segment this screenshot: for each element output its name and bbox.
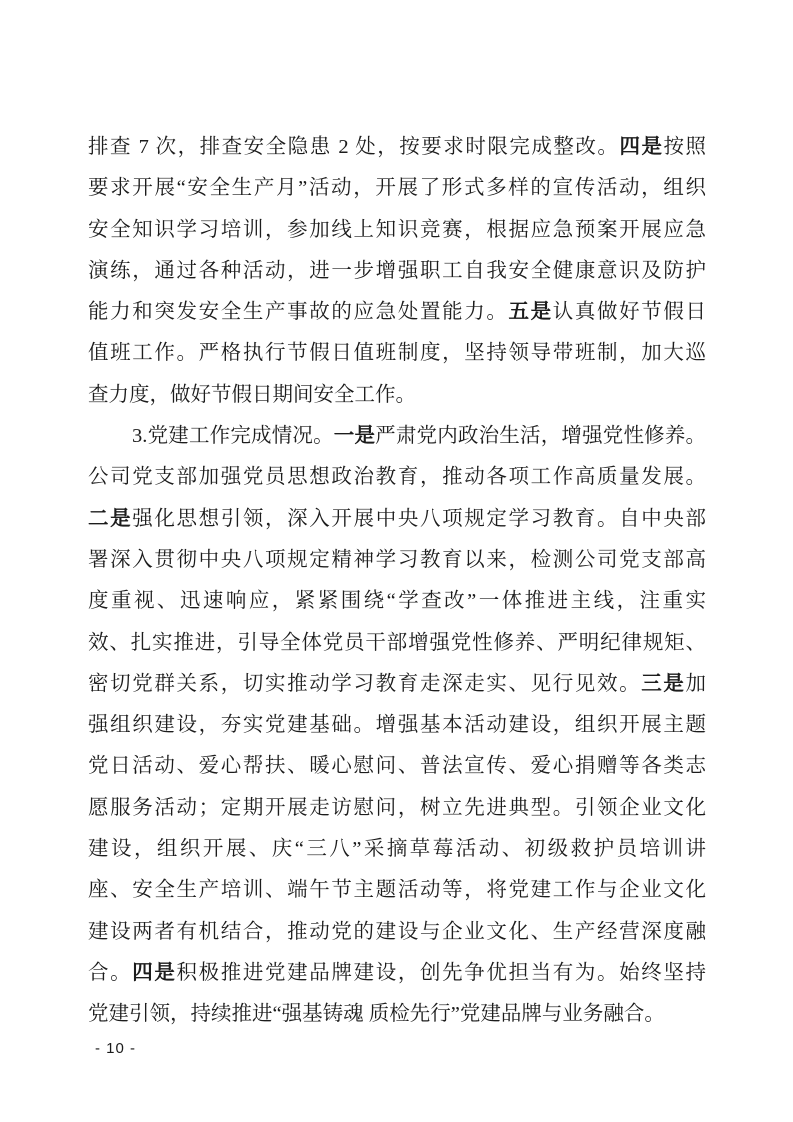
text-line xyxy=(88,788,706,829)
text-run-bold: 五是 xyxy=(508,301,553,324)
text-line xyxy=(88,870,706,911)
text-line xyxy=(88,829,706,870)
text-run: 排查 7 次，排查安全隐患 2 处，按要求时限完成整改。 xyxy=(88,136,620,158)
text-run: 演练，通过各种活动，进一步增强职工自我安全健康意识及防护 xyxy=(88,259,706,282)
text-line xyxy=(88,251,706,292)
text-line xyxy=(88,416,706,457)
text-line xyxy=(88,953,706,994)
page-number: - 10 - xyxy=(95,1040,137,1057)
text-run-bold: 四是 xyxy=(619,136,664,158)
text-run: 党建引领，持续推进“强基铸魂 质检先行”党建品牌与业务融合。 xyxy=(88,1003,665,1026)
text-line xyxy=(88,705,706,746)
text-run-bold: 四是 xyxy=(132,961,177,984)
text-line xyxy=(88,375,706,416)
text-run: 加 xyxy=(685,672,707,695)
text-run: 能力和突发安全生产事故的应急处置能力。 xyxy=(88,301,509,324)
text-line xyxy=(88,210,706,251)
text-line xyxy=(88,994,706,1035)
text-line xyxy=(88,912,706,953)
text-run-bold: 三是 xyxy=(641,672,686,695)
text-line xyxy=(88,457,706,498)
text-run: 公司党支部加强党员思想政治教育，推动各项工作高质量发展。 xyxy=(88,466,706,489)
text-line xyxy=(88,664,706,705)
text-run: 党日活动、爱心帮扶、暖心慰问、普法宣传、爱心捐赠等各类志 xyxy=(88,755,706,778)
text-run-bold: 一是 xyxy=(333,425,376,448)
text-line xyxy=(88,581,706,622)
text-run: 3.党建工作完成情况。 xyxy=(132,425,334,448)
text-run: 建设，组织开展、庆“三八”采摘草莓活动、初级救护员培训讲 xyxy=(88,838,706,861)
text-run: 署深入贯彻中央八项规定精神学习教育以来，检测公司党支部高 xyxy=(88,548,706,571)
text-line xyxy=(88,292,706,333)
text-run: 强组织建设，夯实党建基础。增强基本活动建设，组织开展主题 xyxy=(88,714,706,737)
text-run: 座、安全生产培训、端午节主题活动等，将党建工作与企业文化 xyxy=(88,879,706,902)
text-run: 严肃党内政治生活，增强党性修养。 xyxy=(375,425,707,448)
text-line xyxy=(88,499,706,540)
text-line xyxy=(88,623,706,664)
text-run: 密切党群关系，切实推动学习教育走深走实、见行见效。 xyxy=(88,672,642,695)
text-line xyxy=(88,127,706,168)
document-body xyxy=(88,127,706,1036)
text-line xyxy=(88,168,706,209)
text-run: 愿服务活动；定期开展走访慰问，树立先进典型。引领企业文化 xyxy=(88,796,706,819)
text-run: 合。 xyxy=(88,961,133,984)
text-run: 值班工作。严格执行节假日值班制度，坚持领导带班制，加大巡 xyxy=(88,342,706,365)
text-run: 积极推进党建品牌建设，创先争优担当有为。始终坚持 xyxy=(176,961,707,984)
text-line xyxy=(88,540,706,581)
text-run: 建设两者有机结合，推动党的建设与企业文化、生产经营深度融 xyxy=(88,920,706,943)
text-line xyxy=(88,333,706,374)
text-run: 度重视、迅速响应，紧紧围绕“学查改”一体推进主线，注重实 xyxy=(88,590,706,613)
text-run: 安全知识学习培训，参加线上知识竞赛，根据应急预案开展应急 xyxy=(88,218,706,241)
text-run: 要求开展“安全生产月”活动，开展了形式多样的宣传活动，组织 xyxy=(88,177,706,200)
text-line xyxy=(88,746,706,787)
text-run: 认真做好节假日 xyxy=(552,301,707,324)
text-run: 效、扎实推进，引导全体党员干部增强党性修养、严明纪律规矩、 xyxy=(88,631,706,654)
text-run-bold: 二是 xyxy=(88,507,133,530)
text-run: 查力度，做好节假日期间安全工作。 xyxy=(88,383,416,406)
text-run: 强化思想引领，深入开展中央八项规定学习教育。自中央部 xyxy=(132,507,707,530)
text-run: 按照 xyxy=(663,136,707,158)
